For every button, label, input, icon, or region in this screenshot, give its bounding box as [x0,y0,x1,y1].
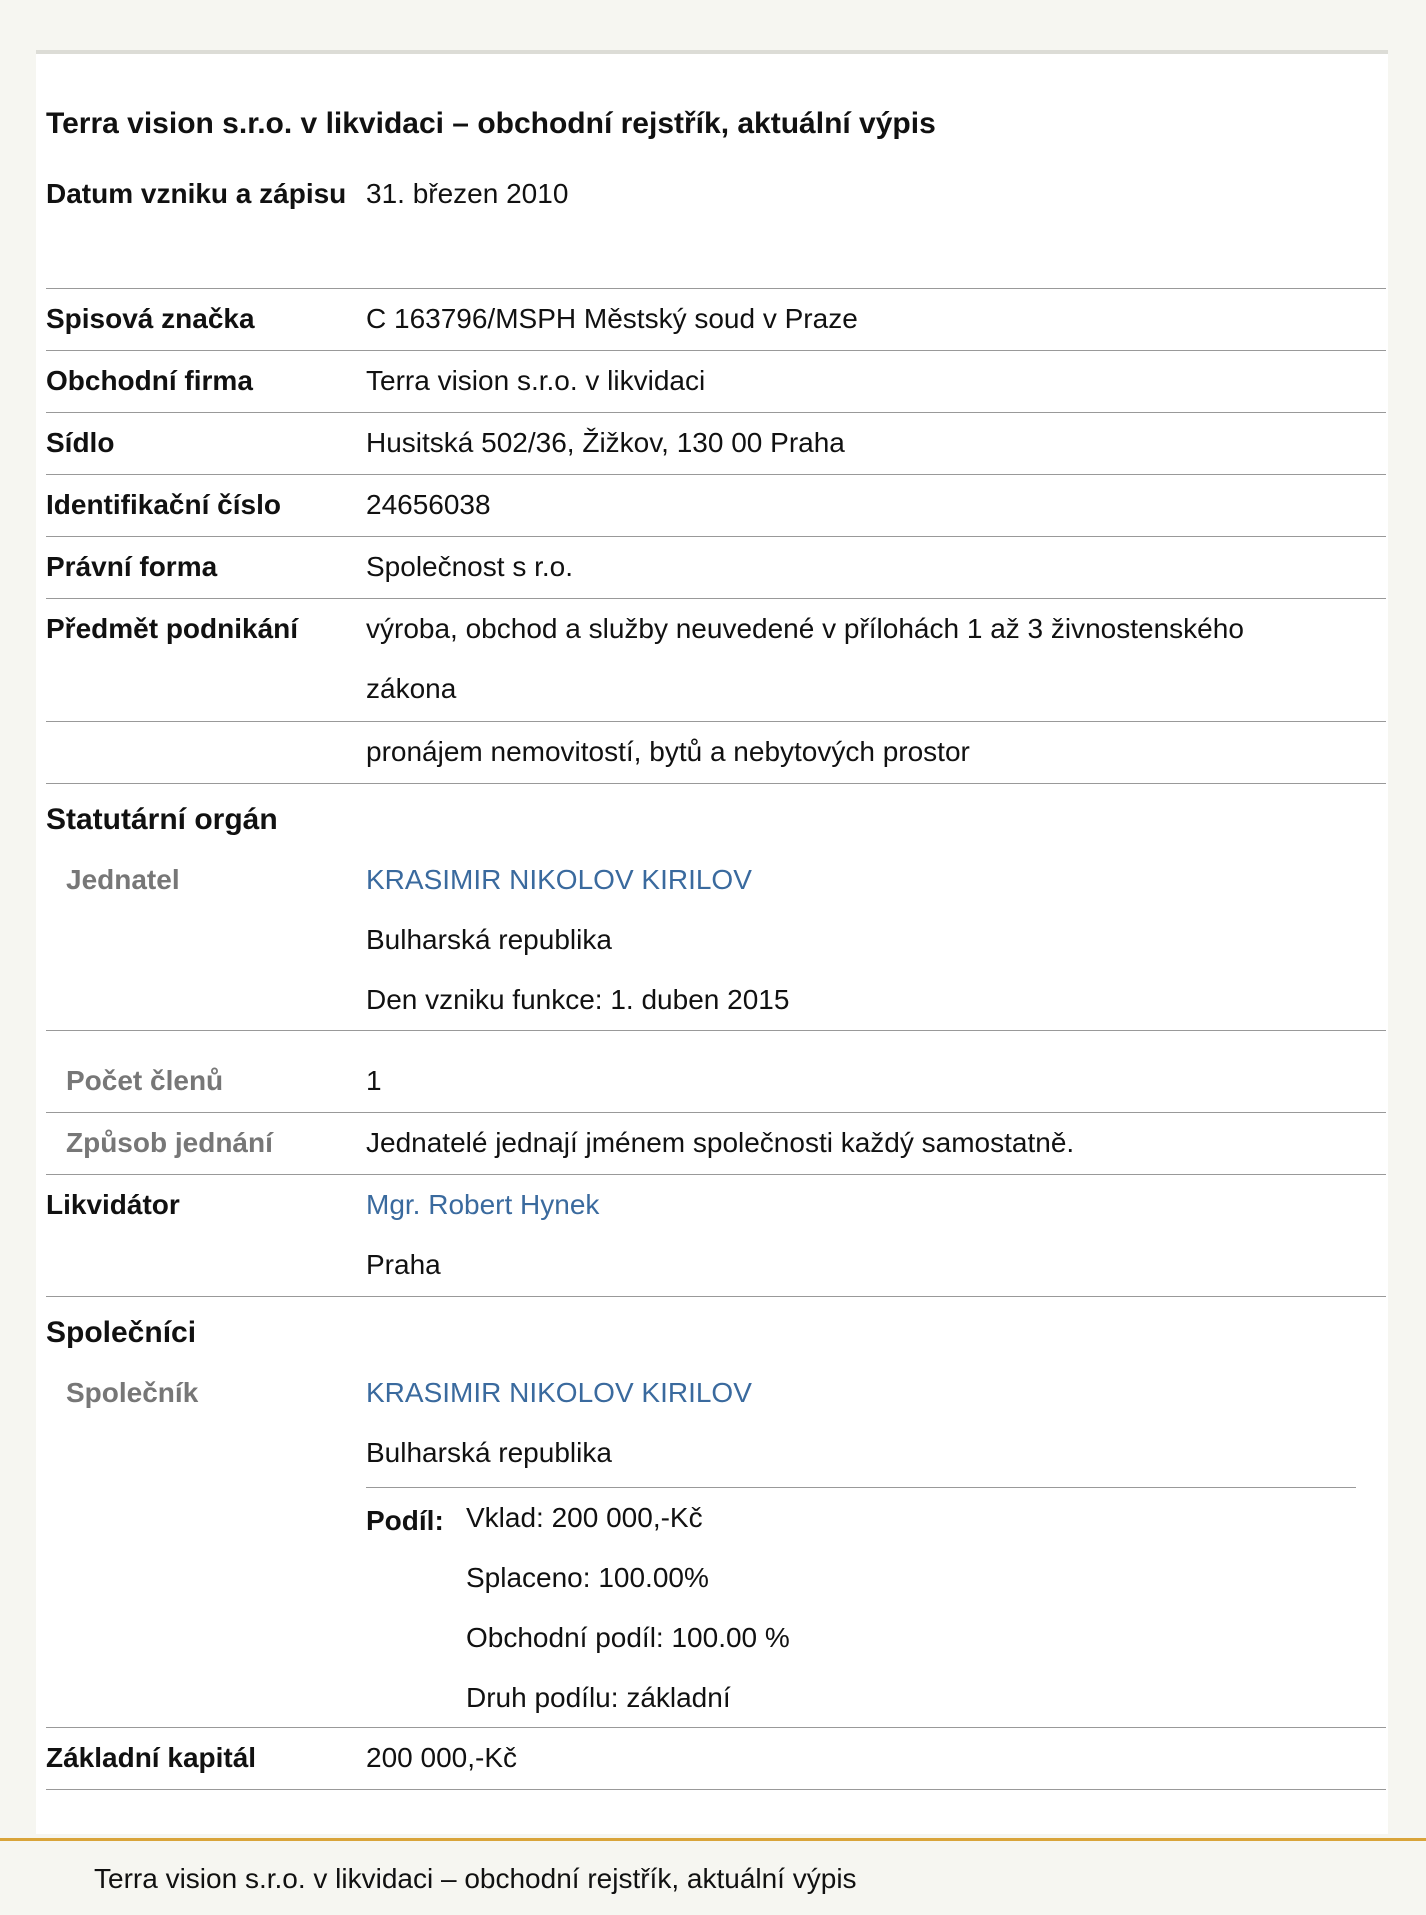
page-title: Terra vision s.r.o. v likvidaci – obchodní rejstřík, aktuální výpis [46,107,936,140]
row-jednatel [46,850,1386,1031]
share-splaceno: Splaceno: 100.00% [466,1562,709,1593]
label-obchodni-firma: Obchodní firma [46,365,253,396]
footer [0,1838,1426,1915]
value-likvidator [366,1175,1386,1295]
label-podil: Podíl: [366,1505,444,1536]
row-zpusob-jednani [46,1113,1386,1175]
row-spolecnik [46,1363,1386,1728]
share-druh: Druh podílu: základní [466,1682,731,1713]
value-spolecnik [366,1363,1386,1483]
spolecnik-country: Bulharská republika [366,1437,612,1468]
row-predmet-podnikani-2 [46,722,1386,784]
label-likvidator: Likvidátor [46,1189,180,1220]
jednatel-since: Den vzniku funkce: 1. duben 2015 [366,984,790,1015]
row-sidlo [46,413,1386,475]
label-jednatel: Jednatel [66,864,180,895]
label-predmet-podnikani: Předmět podnikání [46,613,299,644]
label-datum-vzniku: Datum vzniku a zápisu [46,178,347,209]
value-obchodni-firma: Terra vision s.r.o. v likvidaci [366,365,706,396]
share-vklad: Vklad: 200 000,-Kč [466,1502,703,1533]
register-table [46,164,1386,1790]
value-spisova-znacka: C 163796/MSPH Městský soud v Praze [366,303,858,334]
value-sidlo: Husitská 502/36, Žižkov, 130 00 Praha [366,427,845,458]
document-card [36,50,1388,1834]
value-zpusob-jednani: Jednatelé jednají jménem společnosti každý samostatně. [366,1127,1075,1158]
row-identifikacni-cislo [46,475,1386,537]
link-jednatel-name[interactable]: KRASIMIR NIKOLOV KIRILOV [366,864,752,895]
row-zakladni-kapital [46,1728,1386,1790]
label-zpusob-jednani: Způsob jednání [66,1127,273,1158]
row-spisova-znacka [46,289,1386,351]
row-pocet-clenu [46,1031,1386,1113]
row-datum-vzniku [46,164,1386,289]
row-spolecnici-title [46,1297,1386,1363]
link-spolecnik-name[interactable]: KRASIMIR NIKOLOV KIRILOV [366,1377,752,1408]
row-predmet-podnikani [46,599,1386,722]
row-obchodni-firma [46,351,1386,413]
label-pocet-clenu: Počet členů [66,1065,224,1096]
label-sidlo: Sídlo [46,427,115,458]
share-details [466,1488,1386,1728]
share-obchodni-podil: Obchodní podíl: 100.00 % [466,1622,790,1653]
label-zakladni-kapital: Základní kapitál [46,1742,257,1773]
jednatel-country: Bulharská republika [366,924,612,955]
share-block [366,1487,1386,1728]
value-predmet-podnikani-1: výroba, obchod a služby neuvedené v přílohách 1 až 3 živnostenského zákona [366,613,1244,704]
value-zakladni-kapital: 200 000,-Kč [366,1742,517,1773]
footer-text: Terra vision s.r.o. v likvidaci – obchodní rejstřík, aktuální výpis [94,1863,857,1894]
value-pocet-clenu: 1 [366,1065,382,1096]
value-jednatel [366,850,1386,1030]
row-statutarni-title [46,784,1386,850]
row-likvidator [46,1175,1386,1297]
value-pravni-forma: Společnost s r.o. [366,551,574,582]
link-likvidator-name[interactable]: Mgr. Robert Hynek [366,1189,600,1220]
label-spisova-znacka: Spisová značka [46,303,255,334]
label-pravni-forma: Právní forma [46,551,218,582]
likvidator-city: Praha [366,1249,441,1280]
value-identifikacni-cislo: 24656038 [366,489,491,520]
section-title-spolecnici: Společníci [46,1316,197,1349]
label-identifikacni-cislo: Identifikační číslo [46,489,281,520]
value-datum-vzniku: 31. březen 2010 [366,178,569,209]
row-pravni-forma [46,537,1386,599]
value-predmet-podnikani-2: pronájem nemovitostí, bytů a nebytových prostor [366,736,970,767]
label-spolecnik: Společník [66,1377,199,1408]
section-title-statutarni: Statutární orgán [46,803,278,836]
